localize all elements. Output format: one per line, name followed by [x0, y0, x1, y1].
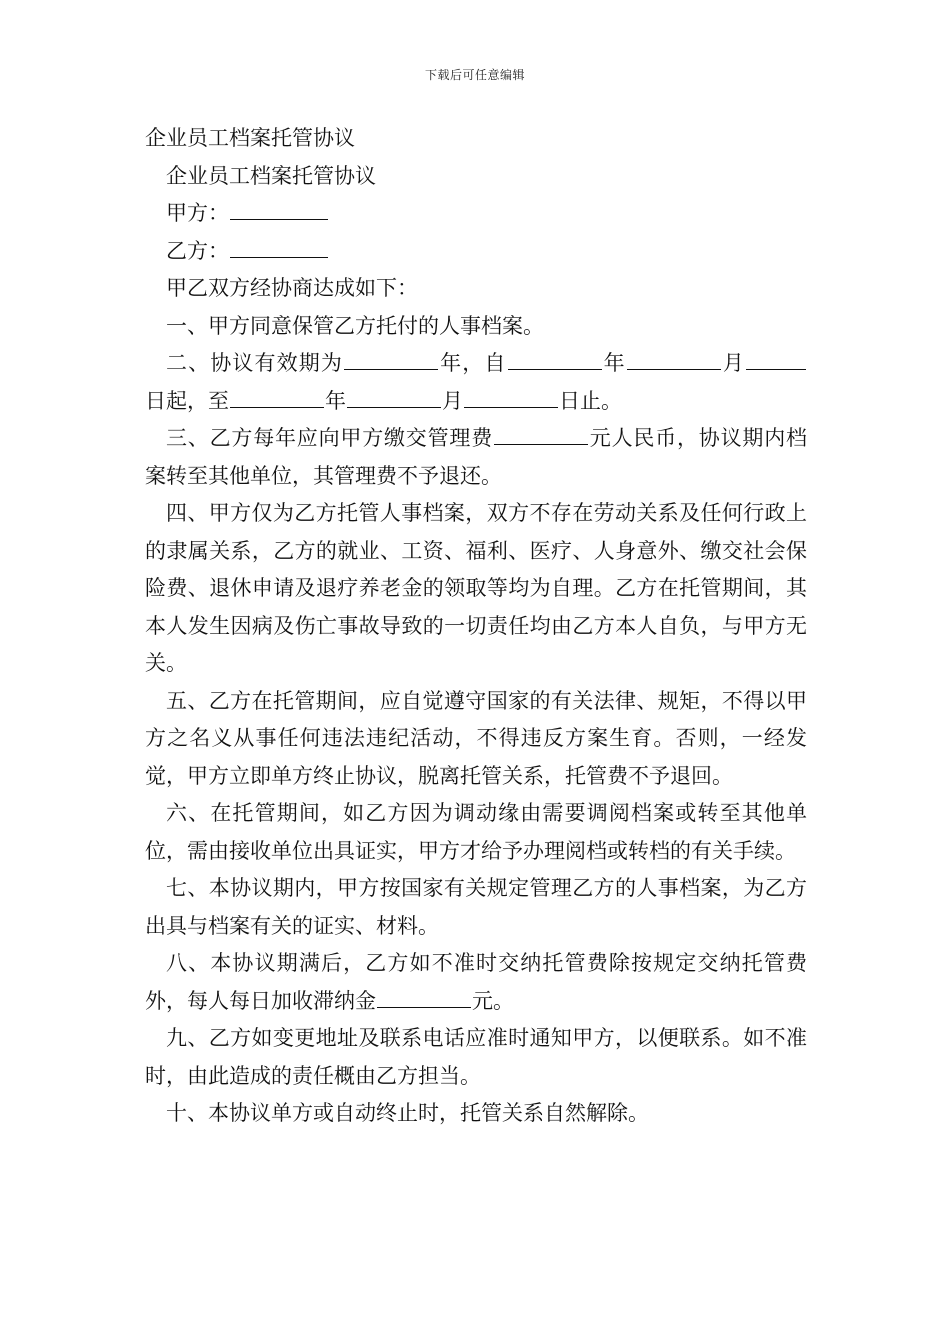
clause-8 [145, 945, 807, 1020]
clause-1: 一、甲方同意保管乙方托付的人事档案。 [166, 313, 544, 338]
clause-2-text-7: 月 [442, 388, 463, 413]
start-month-blank[interactable] [627, 349, 721, 370]
page-header-note: 下载后可任意编辑 [424, 68, 525, 82]
clause-2-text-4: 月 [721, 351, 745, 375]
clause-9: 九、乙方如变更地址及联系电话应准时通知甲方，以便联系。如不准时，由此造成的责任概由乙方担当。 [145, 1026, 807, 1088]
clause-2-text-1: 二、协议有效期为 [166, 351, 343, 375]
end-year-blank[interactable] [230, 387, 324, 408]
start-day-blank[interactable] [746, 349, 806, 370]
end-month-blank[interactable] [347, 387, 441, 408]
management-fee-blank[interactable] [494, 424, 588, 445]
clause-7: 七、本协议期内，甲方按国家有关规定管理乙方的人事档案，为乙方出具与档案有关的证实、材料。 [145, 876, 807, 938]
clause-5: 五、乙方在托管期间，应自觉遵守国家的有关法律、规矩，不得以甲方之名义从事任何违法违纪活动，不得违反方案生育。否则，一经发觉，甲方立即单方终止协议，脱离托管关系，托管费不予退回。 [145, 688, 807, 788]
clause-8-text-1: 八、本协议期满后，乙方如不准时交纳托管费除按规定交纳托管费外，每人每日加收滞纳金 [145, 951, 807, 1013]
clause-4: 四、甲方仅为乙方托管人事档案，双方不存在劳动关系及任何行政上的隶属关系，乙方的就业、工资、福利、医疗、人身意外、缴交社会保险费、退休申请及退疗养老金的领取等均为自理。乙方在托管期间，其本人发生因病及伤亡事故导致的一切责任均由乙方本人自负，与甲方无关。 [145, 501, 807, 675]
clause-2-text-5: 日起，至 [145, 388, 229, 413]
late-fee-blank[interactable] [377, 987, 471, 1008]
party-a-label: 甲方： [166, 201, 229, 225]
start-year-blank[interactable] [508, 349, 602, 370]
document-subtitle: 企业员工档案托管协议 [166, 163, 376, 188]
clause-3-text-2: 元人民币，协议期内档案转至其他单位，其管理费不予退还。 [145, 426, 807, 488]
party-b-label: 乙方： [166, 238, 229, 263]
document-body [145, 120, 807, 1133]
preamble: 甲乙双方经协商达成如下： [166, 276, 418, 300]
end-day-blank[interactable] [464, 387, 558, 408]
party-a-blank[interactable] [230, 199, 328, 220]
clause-2 [145, 345, 807, 420]
term-length-blank[interactable] [344, 349, 438, 370]
clause-6: 六、在托管期间，如乙方因为调动缘由需要调阅档案或转至其他单位，需由接收单位出具证实，甲方才给予办理阅档或转档的有关手续。 [145, 801, 807, 863]
clause-2-text-3: 年 [602, 351, 626, 375]
clause-10: 十、本协议单方或自动终止时，托管关系自然解除。 [166, 1101, 649, 1125]
document-title: 企业员工档案托管协议 [145, 126, 355, 150]
clause-2-text-8: 日止。 [559, 388, 622, 413]
party-b-line [145, 233, 807, 271]
clause-2-text-2: 年，自 [439, 351, 507, 375]
party-a-line [145, 195, 807, 233]
party-b-blank[interactable] [230, 237, 328, 258]
clause-8-text-2: 元。 [472, 988, 514, 1013]
clause-3 [145, 420, 807, 495]
clause-3-text-1: 三、乙方每年应向甲方缴交管理费 [166, 426, 493, 450]
clause-2-text-6: 年 [325, 388, 346, 413]
